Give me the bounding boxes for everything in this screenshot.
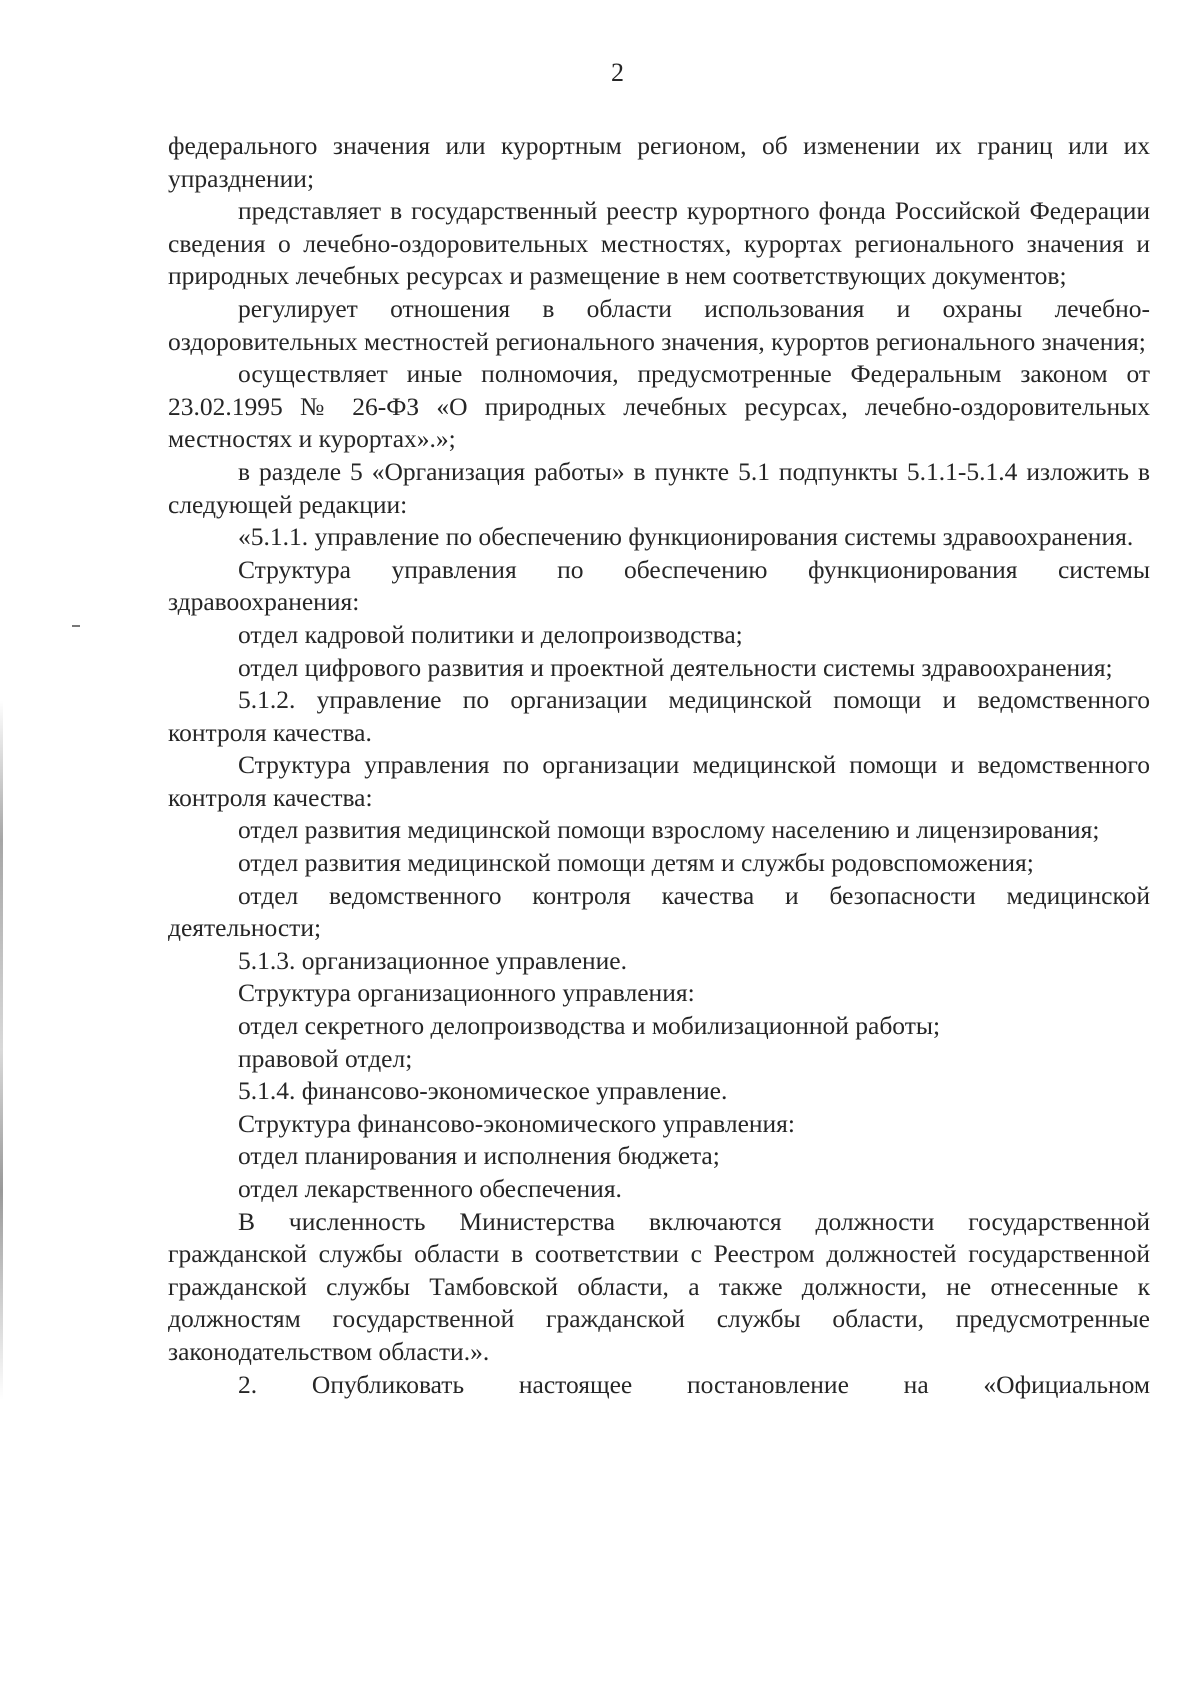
paragraph: 5.1.3. организационное управление. xyxy=(238,945,627,975)
paragraph: 5.1.4. финансово-экономическое управление. xyxy=(238,1076,728,1106)
paragraph: отдел секретного делопроизводства и мобилизационной работы; xyxy=(238,1011,941,1041)
paragraph: правовой отдел; xyxy=(238,1043,413,1073)
paragraph: отдел развития медицинской помощи детям и службы родовспоможения; xyxy=(238,848,1034,878)
paragraph: Структура финансово-экономического управления: xyxy=(238,1108,795,1138)
page-number: 2 xyxy=(611,58,624,87)
paragraph: представляет в государственный реестр курортного фонда Российской Федерации сведения о лечебно-оздоровительных местностях, курортах регионального значения и природных лечебных ресурсах и размещение в нем соответствующих документов; xyxy=(168,196,1150,291)
paragraph: в разделе 5 «Организация работы» в пункте 5.1 подпункты 5.1.1-5.1.4 изложить в следующей редакции: xyxy=(168,456,1150,519)
paragraph: «5.1.1. управление по обеспечению функционирования системы здравоохранения. xyxy=(238,522,1134,552)
paragraph: отдел лекарственного обеспечения. xyxy=(238,1174,622,1203)
document-body xyxy=(168,130,1150,1401)
paragraph: отдел развития медицинской помощи взрослому населению и лицензирования; xyxy=(238,815,1100,845)
paragraph: осуществляет иные полномочия, предусмотренные Федеральным законом от 23.02.1995 № 26-ФЗ «О природных лечебных ресурсах, лечебно-оздоровительных местностях и курортах».»; xyxy=(168,359,1150,454)
paragraph: Структура организационного управления: xyxy=(238,978,695,1008)
paragraph: отдел цифрового развития и проектной деятельности системы здравоохранения; xyxy=(238,652,1113,682)
scan-mark xyxy=(72,625,80,627)
paragraph: Структура управления по организации медицинской помощи и ведомственного контроля качества: xyxy=(168,750,1150,812)
paragraph: отдел ведомственного контроля качества и безопасности медицинской деятельности; xyxy=(168,880,1150,943)
paragraph: отдел планирования и исполнения бюджета; xyxy=(238,1141,720,1171)
paragraph-final: 2. Опубликовать настоящее постановление на «Официальном xyxy=(238,1369,1150,1399)
scan-edge-shadow xyxy=(0,700,3,1400)
paragraph: отдел кадровой политики и делопроизводства; xyxy=(238,619,743,649)
paragraph-continuation: федерального значения или курортным регионом, об изменении их границ или их упразднении; xyxy=(168,131,1150,193)
paragraph: 5.1.2. управление по организации медицинской помощи и ведомственного контроля качества. xyxy=(168,685,1150,747)
paragraph: В численность Министерства включаются должности государственной гражданской службы области в соответствии с Реестром должностей государственной гражданской службы Тамбовской области, а также должности, не отнесенные к должностям государственной гражданской службы области, предусмотренные законодательством области.». xyxy=(168,1206,1150,1366)
paragraph: Структура управления по обеспечению функционирования системы здравоохранения: xyxy=(168,554,1150,617)
paragraph: регулирует отношения в области использования и охраны лечебно-оздоровительных местностей регионального значения, курортов регионального значения; xyxy=(168,293,1150,356)
